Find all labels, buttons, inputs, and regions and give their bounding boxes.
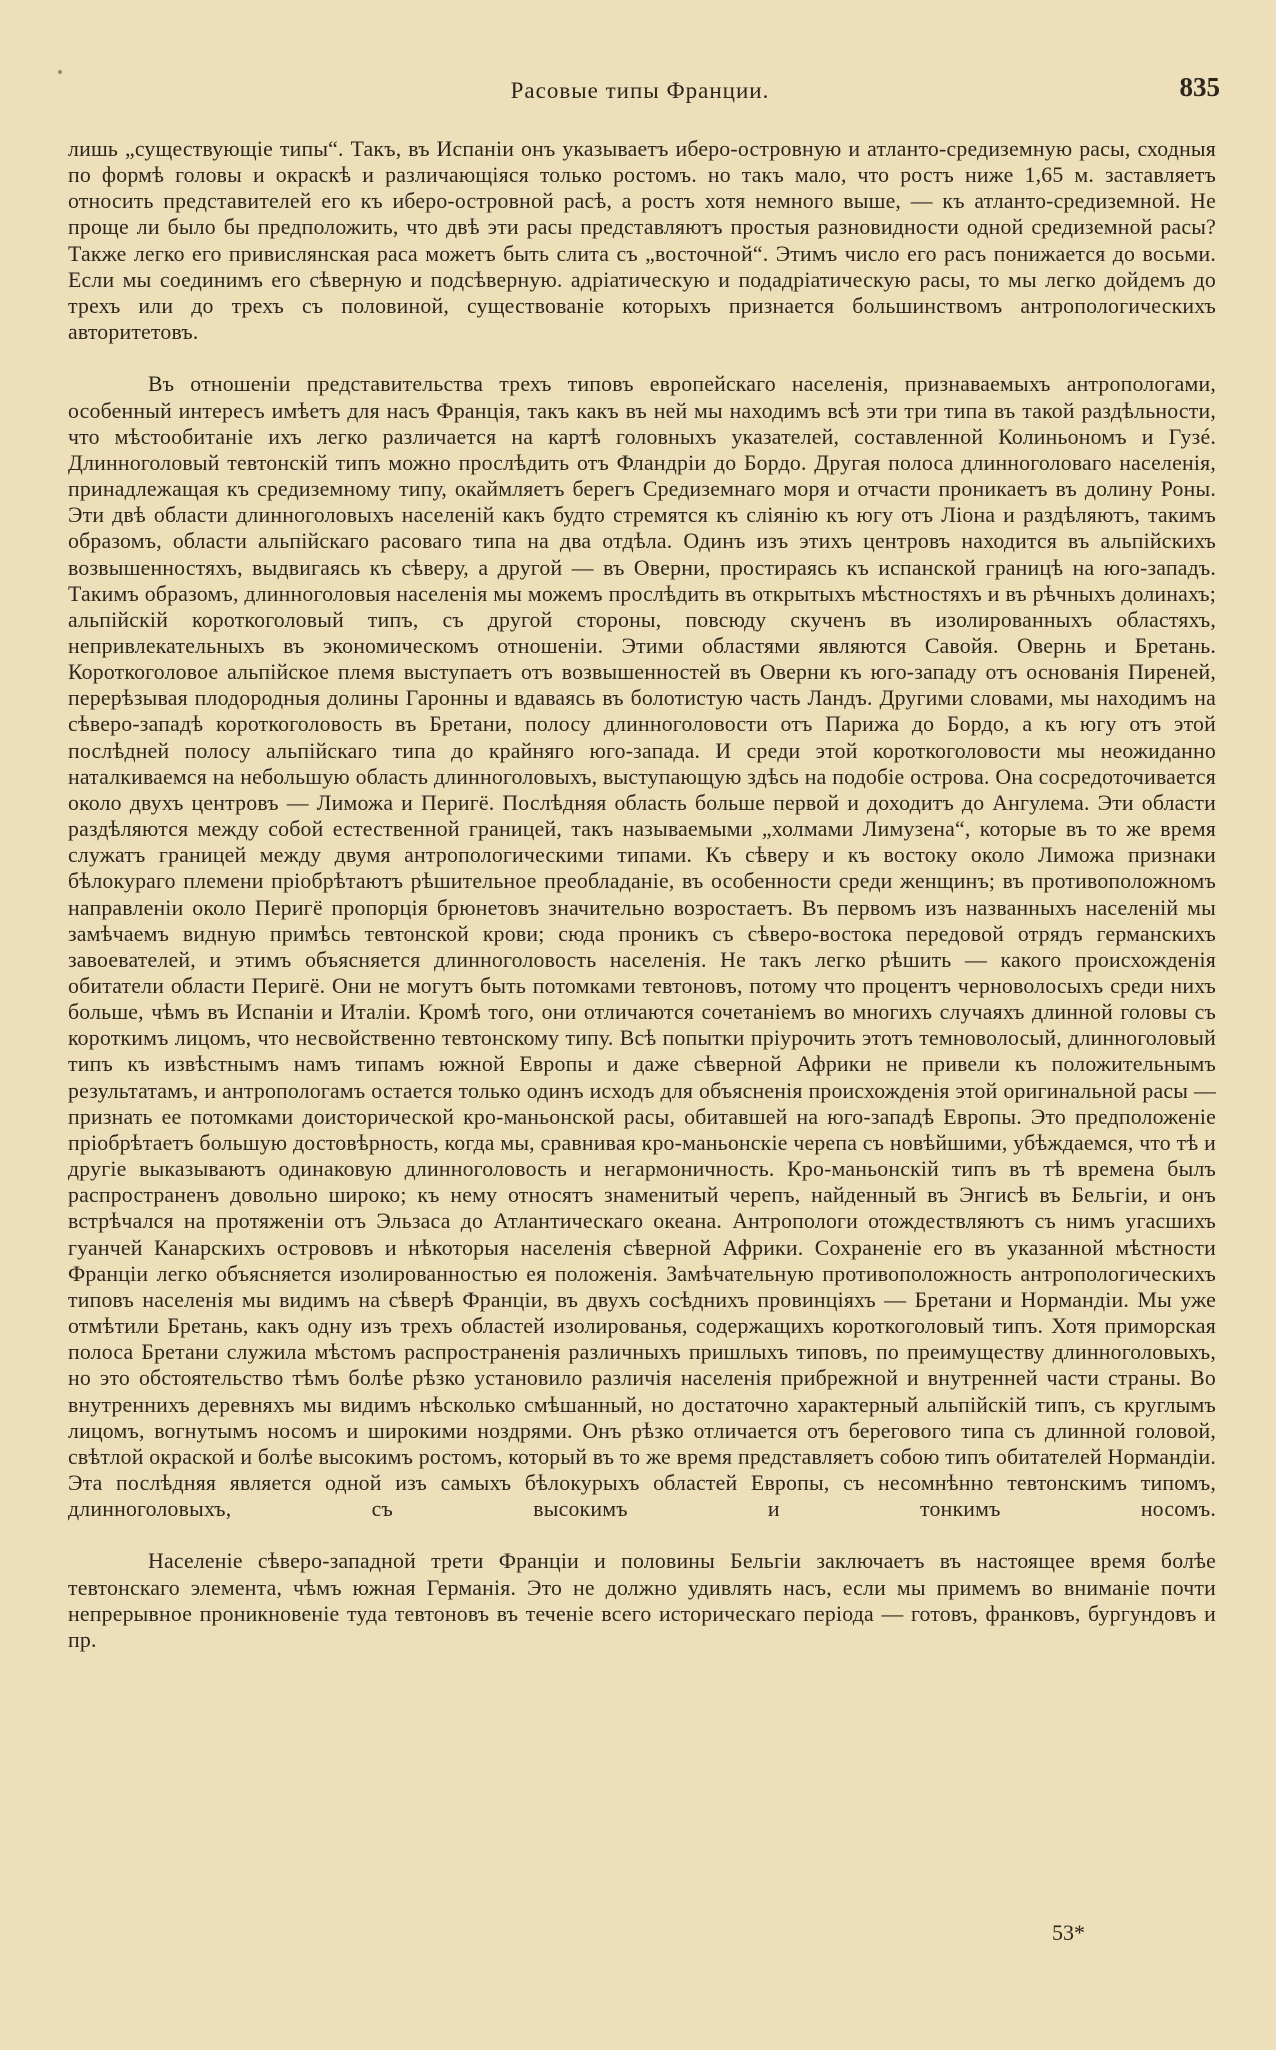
paragraph-1: лишь „существующіе типы“. Такъ, въ Испаніи онъ указываетъ иберо-островную и атланто-средиземную расы, сходныя по формѣ головы и окраскѣ и различающіяся только ростомъ. но такъ мало, что ростъ ниже 1,65 м. заставляетъ относить представителей его къ иберо-островной расѣ, а ростъ хотя немного выше, — къ атланто-средиземной. Не проще ли было бы предположить, что двѣ эти расы представляютъ простыя разновидности одной средиземной расы? Также легко его привислянская раса можетъ быть слита съ „восточной“. Этимъ число его расъ понижается до восьми. Если мы соединимъ его сѣверную и подсѣверную. адріатическую и подадріатическую расы, то мы легко дойдемъ до трехъ или до трехъ съ половиной, существованіе которыхъ признается большинствомъ антропологическихъ авторитетовъ. — [68, 137, 1216, 345]
paragraph-3: Населеніе сѣверо-западной трети Франціи и половины Бельгіи заключаетъ въ настоящее время болѣе тевтонскаго элемента, чѣмъ южная Германія. Это не должно удивлять насъ, если мы примемъ во вниманіе почти непрерывное проникновеніе туда тевтоновъ въ теченіе всего историческаго періода — готовъ, франковъ, бургундовъ и пр. — [68, 1549, 1216, 1652]
body-text — [68, 136, 1216, 1653]
paragraph-2: Въ отношеніи представительства трехъ типовъ европейскаго населенія, признаваемыхъ антропологами, особенный интересъ имѣетъ для насъ Франція, такъ какъ въ ней мы находимъ всѣ эти три типа въ такой раздѣльности, что мѣстообитаніе ихъ легко различается на картѣ головныхъ указателей, составленной Колиньономъ и Гузé. Длинноголовый тевтонскій типъ можно прослѣдить отъ Фландріи до Бордо. Другая полоса длинноголоваго населенія, принадлежащая къ средиземному типу, окаймляетъ берегъ Средиземнаго моря и отчасти проникаетъ въ долину Роны. Эти двѣ области длинноголовыхъ населеній какъ будто стремятся къ сліянію къ югу отъ Ліона и раздѣляютъ, такимъ образомъ, области альпійскаго расоваго типа на два отдѣла. Одинъ изъ этихъ центровъ находится въ альпійскихъ возвышенностяхъ, выдвигаясь къ сѣверу, а другой — въ Оверни, простираясь къ испанской границѣ на юго-западъ. Такимъ образомъ, длинноголовыя населенія мы можемъ прослѣдить въ открытыхъ мѣстностяхъ и въ рѣчныхъ долинахъ; альпійскій короткоголовый типъ, съ другой стороны, повсюду скученъ въ изолированныхъ областяхъ, непривлекательныхъ въ экономическомъ отношеніи. Этими областями являются Савойя. Овернь и Бретань. Короткоголовое альпійское племя выступаетъ отъ возвышенностей въ Оверни къ юго-западу отъ основанія Пиреней, перерѣзывая плодородныя долины Гаронны и вдаваясь въ болотистую часть Ландъ. Другими словами, мы находимъ на сѣверо-западѣ короткоголовость въ Бретани, полосу длинноголовости отъ Парижа до Бордо, а къ югу отъ этой послѣдней полосу альпійскаго типа до крайняго юго-запада. И среди этой короткоголовости мы неожиданно наталкиваемся на небольшую область длинноголовыхъ, выступающую здѣсь на подобіе острова. Она сосредоточивается около двухъ центровъ — Лиможа и Перигё. Послѣдняя область больше первой и доходитъ до Ангулема. Эти области раздѣляются между собой естественной границей, такъ называемыми „холмами Лимузена“, которые въ то же время служатъ границей между двумя антропологическими типами. Къ сѣверу и къ востоку около Лиможа признаки бѣлокураго племени пріобрѣтаютъ рѣшительное преобладаніе, въ особенности среди женщинъ; въ противоположномъ направленіи около Перигё пропорція брюнетовъ значительно возростаетъ. Въ первомъ изъ названныхъ населеній мы замѣчаемъ видную примѣсь тевтонской крови; сюда проникъ съ сѣверо-востока передовой отрядъ германскихъ завоевателей, и этимъ объясняется длинноголовость населенія. Не такъ легко рѣшить — какого происхожденія обитатели области Перигё. Они не могутъ быть потомками тевтоновъ, потому что процентъ черноволосыхъ среди нихъ больше, чѣмъ въ Испаніи и Италіи. Кромѣ того, они отличаются сочетаніемъ во многихъ случаяхъ длинной головы съ короткимъ лицомъ, что несвойственно тевтонскому типу. Всѣ попытки пріурочить этотъ темноволосый, длинноголовый типъ къ извѣстнымъ намъ типамъ южной Европы и даже сѣверной Африки не привели къ положительнымъ результатамъ, и антропологамъ остается только одинъ исходъ для объясненія происхожденія этой оригинальной расы — признать ее потомками доисторической кро-маньонской расы, обитавшей на юго-западѣ Европы. Это предположеніе пріобрѣтаетъ большую достовѣрность, когда мы, сравнивая кро-маньонскіе черепа съ новѣйшими, убѣждаемся, что тѣ и другіе выказываютъ одинаковую длинноголовость и негармоничность. Кро-маньонскій типъ въ тѣ времена былъ распространенъ довольно широко; къ нему относятъ знаменитый черепъ, найденный въ Энгисѣ въ Бельгіи, и онъ встрѣчался на протяженіи отъ Эльзаса до Атлантическаго океана. Антропологи отождествляютъ съ нимъ угасшихъ гуанчей Канарскихъ острововъ и нѣкоторыя населенія сѣверной Африки. Сохраненіе его въ указанной мѣстности Франціи легко объясняется изолированностью ея положенія. Замѣчательную противоположность антропологическихъ типовъ населенія мы видимъ на сѣверѣ Франціи, въ двухъ сосѣднихъ провинціяхъ — Бретани и Нормандіи. Мы уже отмѣтили Бретань, какъ одну изъ трехъ областей изолированья, содержащихъ короткоголовый типъ. Хотя приморская полоса Бретани служила мѣстомъ распространенія различныхъ пришлыхъ типовъ, по преимуществу длинноголовыхъ, но это обстоятельство тѣмъ болѣе рѣзко установило различія населенія прибрежной и внутренней части страны. Во внутреннихъ деревняхъ мы видимъ нѣсколько смѣшанный, но достаточно характерный альпійскій типъ, съ круглымъ лицомъ, вогнутымъ носомъ и широкими ноздрями. Онъ рѣзко отличается отъ берегового типа съ длинной головой, свѣтлой окраской и болѣе высокимъ ростомъ, который въ то же время представляетъ собою типъ обитателей Нормандіи. Эта послѣдняя является одной изъ самыхъ бѣлокурыхъ областей Европы, съ несомнѣнно тевтонскимъ типомъ, длинноголовыхъ, съ высокимъ и тонкимъ носомъ. — [68, 372, 1216, 1522]
page-number: 835 — [1179, 72, 1220, 102]
running-head — [60, 72, 1220, 112]
running-title: Расовые типы Франции. — [510, 78, 770, 103]
signature-mark: 53* — [1052, 1920, 1085, 1945]
